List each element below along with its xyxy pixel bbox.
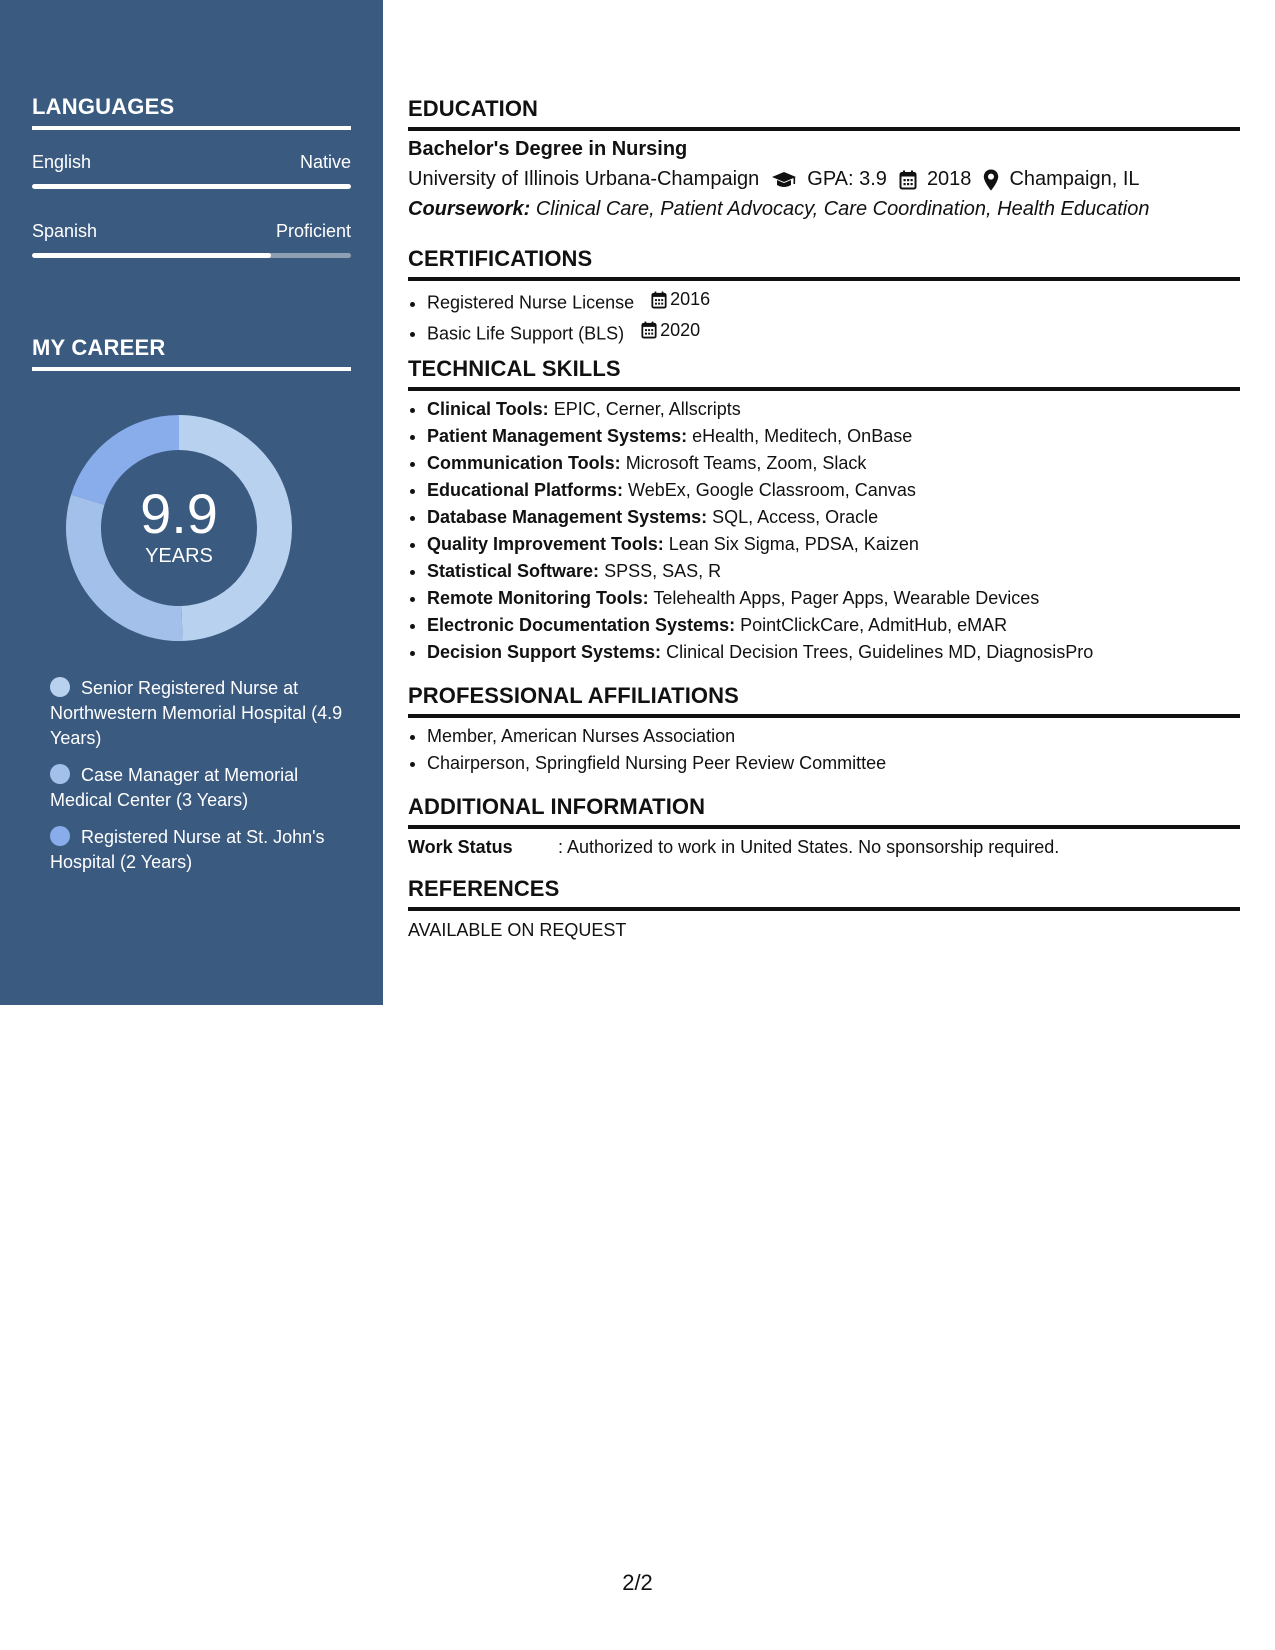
career-item — [50, 676, 350, 751]
certification-name: Basic Life Support (BLS) — [427, 323, 625, 343]
skill-item — [427, 396, 1093, 423]
affiliations-list — [408, 723, 886, 777]
language-name: English — [32, 152, 92, 172]
certification-item — [427, 286, 710, 317]
references-title: REFERENCES — [408, 876, 1240, 911]
language-name: Spanish — [32, 221, 98, 241]
career-dot-icon — [50, 764, 70, 784]
career-total-value: 9.9 — [140, 481, 218, 545]
language-row-english — [32, 152, 351, 173]
skill-label: Clinical Tools: — [427, 399, 549, 419]
certification-name: Registered Nurse License — [427, 292, 635, 313]
skill-item — [427, 639, 1093, 666]
language-level: Proficient — [275, 221, 351, 241]
skill-label: Quality Improvement Tools: — [427, 534, 664, 554]
career-item — [50, 825, 350, 875]
skill-item — [427, 423, 1093, 450]
skill-value: Microsoft Teams, Zoom, Slack — [625, 453, 867, 473]
skill-label: Communication Tools: — [427, 453, 621, 473]
certifications-title: CERTIFICATIONS — [408, 246, 1240, 281]
skill-label: Remote Monitoring Tools: — [427, 588, 649, 608]
career-list — [50, 676, 350, 887]
language-row-spanish — [32, 221, 351, 242]
language-bar-english — [32, 184, 351, 189]
sidebar — [0, 0, 383, 1005]
language-bar-spanish — [32, 253, 351, 258]
skill-value: WebEx, Google Classroom, Canvas — [628, 480, 916, 500]
skill-label: Patient Management Systems: — [427, 426, 688, 446]
skill-value: Telehealth Apps, Pager Apps, Wearable Devices — [653, 588, 1040, 608]
location-pin-icon — [983, 169, 999, 191]
skill-label: Educational Platforms: — [427, 480, 624, 500]
career-dot-icon — [50, 826, 70, 846]
affiliations-title: PROFESSIONAL AFFILIATIONS — [408, 683, 1240, 718]
certification-date — [651, 286, 710, 313]
career-item — [50, 763, 350, 813]
school-location: Champaign, IL — [1009, 168, 1140, 190]
language-bar-fill — [32, 253, 271, 258]
gpa: GPA: 3.9 — [807, 168, 887, 190]
skill-value: eHealth, Meditech, OnBase — [692, 426, 913, 446]
skill-item — [427, 531, 1093, 558]
skill-label: Statistical Software: — [427, 561, 600, 581]
additional-info-title: ADDITIONAL INFORMATION — [408, 794, 1240, 829]
skill-value: EPIC, Cerner, Allscripts — [553, 399, 741, 419]
skill-value: SPSS, SAS, R — [604, 561, 722, 581]
certifications-list — [408, 286, 710, 347]
language-level: Native — [299, 152, 351, 172]
calendar-icon — [899, 170, 917, 190]
skill-label: Database Management Systems: — [427, 507, 708, 527]
page-number: 2/2 — [622, 1570, 653, 1595]
skill-value: Lean Six Sigma, PDSA, Kaizen — [668, 534, 919, 554]
certification-year: 2020 — [660, 319, 701, 340]
affiliation-item: • Chairperson, Springfield Nursing Peer Review Committee — [427, 750, 886, 777]
graduation-cap-icon — [771, 171, 797, 189]
skill-item — [427, 450, 1093, 477]
work-status-row — [408, 837, 1059, 858]
coursework-list: Clinical Care, Patient Advocacy, Care Coordination, Health Education — [535, 198, 1150, 220]
calendar-icon — [641, 321, 657, 339]
degree-name: Bachelor's Degree in Nursing — [408, 138, 688, 160]
work-status-label: Work Status — [408, 837, 513, 857]
skill-value: Clinical Decision Trees, Guidelines MD, DiagnosisPro — [666, 642, 1094, 662]
education-details — [408, 168, 1140, 191]
skill-item — [427, 612, 1093, 639]
skill-label: Decision Support Systems: — [427, 642, 662, 662]
career-donut-center — [66, 415, 292, 641]
career-item-text: Senior Registered Nurse at Northwestern Memorial Hospital (4.9 Years) — [50, 678, 343, 748]
graduation-year: 2018 — [926, 168, 972, 190]
skill-item — [427, 585, 1093, 612]
calendar-icon — [651, 291, 667, 309]
career-title: MY CAREER — [32, 335, 351, 371]
career-total-unit: YEARS — [145, 544, 213, 567]
coursework — [408, 198, 1149, 221]
career-item-text: Registered Nurse at St. John's Hospital (2 Years) — [50, 827, 325, 872]
coursework-label: Coursework: — [408, 198, 531, 220]
career-item-text: Case Manager at Memorial Medical Center (3 Years) — [50, 765, 299, 810]
career-donut — [66, 415, 292, 641]
technical-skills-title: TECHNICAL SKILLS — [408, 356, 1240, 391]
skill-item — [427, 504, 1093, 531]
skill-value: SQL, Access, Oracle — [712, 507, 879, 527]
skill-label: Electronic Documentation Systems: — [427, 615, 736, 635]
certification-item — [427, 317, 710, 348]
school-name: University of Illinois Urbana-Champaign — [408, 168, 760, 190]
language-bar-fill — [32, 184, 351, 189]
technical-skills-list — [408, 396, 1093, 666]
certification-year: 2016 — [670, 289, 711, 309]
skill-item — [427, 477, 1093, 504]
skill-item — [427, 558, 1093, 585]
languages-title: LANGUAGES — [32, 94, 351, 130]
career-dot-icon — [50, 677, 70, 697]
certification-date — [641, 317, 700, 344]
affiliation-item: • Member, American Nurses Association — [427, 723, 886, 750]
education-title: EDUCATION — [408, 96, 1240, 131]
skill-value: PointClickCare, AdmitHub, eMAR — [740, 615, 1008, 635]
work-status-value: : Authorized to work in United States. No sponsorship required. — [558, 837, 1060, 857]
references-text: AVAILABLE ON REQUEST — [408, 920, 627, 940]
